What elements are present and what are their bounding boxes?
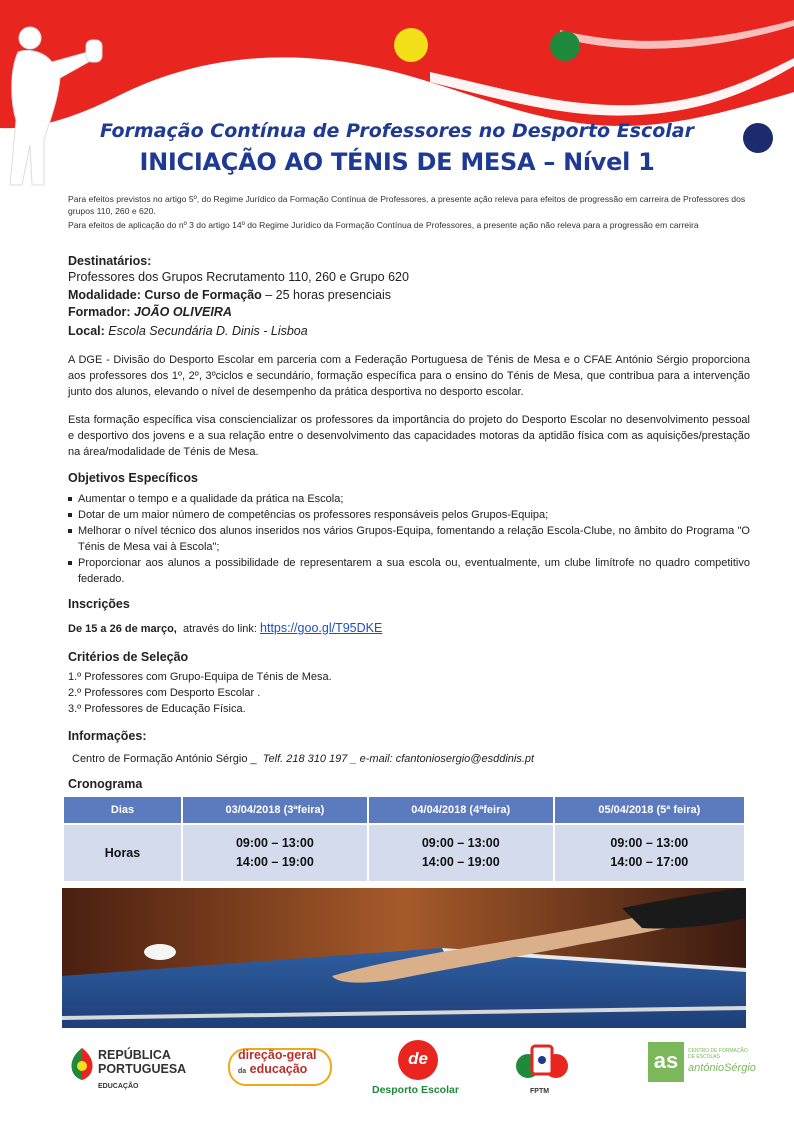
list-item: Aumentar o tempo e a qualidade da prática na Escola; — [68, 491, 750, 507]
local-line — [68, 324, 308, 338]
modalidade-value: – 25 horas presenciais — [261, 288, 392, 302]
list-item: 3.º Professores de Educação Física. — [68, 703, 246, 715]
fptm-emblem-icon — [516, 1040, 568, 1084]
list-item: Proporcionar aos alunos a possibilidade de representarem a sua escola ou, eventualmente, um clube limítrofe no quadro competitivo federado. — [68, 555, 750, 587]
republica-line3: EDUCAÇÃO — [98, 1083, 139, 1090]
cronograma-title: Cronograma — [68, 777, 143, 791]
modalidade-label: Modalidade: Curso de Formação — [68, 288, 262, 302]
objetivos-list — [68, 491, 750, 587]
legal-note-2: Para efeitos de aplicação do nº 3 do artigo 14º do Regime Jurídico da Formação Contínua de Professores, a presente ação não releva para a progressão em carreira — [68, 220, 699, 230]
registration-link[interactable]: https://goo.gl/T95DKE — [260, 621, 383, 635]
modalidade-line — [68, 288, 391, 302]
contact-info: Telf. 218 310 197 _ e-mail: cfantoniosergio@esddinis.pt — [262, 753, 535, 765]
inscricoes-via: através do link: — [182, 623, 257, 635]
as-small-text: CENTRO DE FORMAÇÃO DE ESCOLAS — [688, 1048, 748, 1060]
inscricoes-line — [68, 621, 382, 635]
inscricoes-title: Inscrições — [68, 597, 130, 611]
inscricoes-dates: De 15 a 26 de março, — [68, 623, 177, 635]
informacoes-line — [72, 753, 534, 765]
table-tennis-photo — [62, 888, 746, 1028]
destinatarios-label: Destinatários: — [68, 254, 152, 268]
republica-line2: PORTUGUESA — [98, 1062, 187, 1076]
schedule-table — [62, 795, 746, 883]
as-mark: as — [648, 1042, 684, 1082]
fptm-text: FPTM — [530, 1088, 550, 1095]
criterios-title: Critérios de Seleção — [68, 650, 189, 664]
list-item: 2.º Professores com Desporto Escolar . — [68, 687, 261, 699]
republica-emblem-icon — [68, 1046, 96, 1082]
centro-name: Centro de Formação António Sérgio _ — [72, 753, 257, 765]
criterios-list — [68, 669, 332, 717]
desporto-escolar-text: Desporto Escolar — [372, 1084, 459, 1096]
list-item: 1.º Professores com Grupo-Equipa de Ténis de Mesa. — [68, 671, 332, 683]
dge-line3: educação — [249, 1062, 308, 1076]
intro-paragraph: A DGE - Divisão do Desporto Escolar em parceria com a Federação Portuguesa de Ténis de Mesa e o CFAE António Sérgio proporciona aos professores dos 1º, 2º, 3ºciclos e secundário, formação específica para o ensino do Ténis de Mesa, que contribua para a intervenção junto dos alunos, elevando o nível de desempenho da prática desportiva no desporto escolar. — [68, 354, 750, 398]
horas-label: Horas — [63, 824, 182, 882]
green-ball-icon — [550, 31, 580, 61]
as-name-text: antónioSérgio — [688, 1062, 756, 1074]
day-hours: 09:00 – 13:00 14:00 – 19:00 — [368, 824, 554, 882]
page-title: INICIAÇÃO AO TÉNIS DE MESA – Nível 1 — [139, 148, 655, 176]
list-item: Dotar de um maior número de competências os professores responsáveis pelos Grupos-Equipa; — [68, 507, 750, 523]
local-label: Local: — [68, 324, 109, 338]
republica-line1: REPÚBLICA — [98, 1048, 171, 1062]
formador-line — [68, 305, 232, 319]
table-row — [63, 824, 745, 882]
dias-header: Dias — [63, 796, 182, 824]
destinatarios-value: Professores dos Grupos Recrutamento 110, 260 e Grupo 620 — [68, 270, 409, 284]
list-item: Melhorar o nível técnico dos alunos inseridos nos vários Grupos-Equipa, fomentando a relação Escola-Clube, no âmbito do Programa "O Ténis de Mesa vai à Escola"; — [68, 523, 750, 555]
formador-value: JOÃO OLIVEIRA — [133, 305, 232, 319]
day-header: 05/04/2018 (5ª feira) — [554, 796, 745, 824]
purpose-paragraph: Esta formação específica visa consciencializar os professores da importância do projeto do Desporto Escolar no desenvolvimento pessoal e desportivo dos jovens e a sua relação entre o desenvolvimento das capacidades motoras da aptidão física com as aquisições/prestação na área/modalidade de Ténis de Mesa. — [68, 414, 750, 458]
legal-note-1: Para efeitos previstos no artigo 5º, do Regime Jurídico da Formação Contínua de Professores, a presente ação releva para efeitos de progressão em carreira de Professores dos grupos 110, 260 e 620. — [68, 194, 746, 216]
objetivos-title: Objetivos Específicos — [68, 471, 198, 485]
formador-label: Formador: — [68, 305, 134, 319]
de-mark: de — [398, 1040, 438, 1080]
day-header: 03/04/2018 (3ªfeira) — [182, 796, 368, 824]
day-hours: 09:00 – 13:00 14:00 – 17:00 — [554, 824, 745, 882]
fptm-logo — [516, 1040, 568, 1095]
dge-line1: direção-geral — [238, 1048, 317, 1062]
table-header-row — [63, 796, 745, 824]
subtitle: Formação Contínua de Professores no Desporto Escolar — [99, 120, 695, 142]
day-header: 04/04/2018 (4ªfeira) — [368, 796, 554, 824]
day-hours: 09:00 – 13:00 14:00 – 19:00 — [182, 824, 368, 882]
local-value: Escola Secundária D. Dinis - Lisboa — [108, 324, 308, 338]
yellow-ball-icon — [394, 28, 428, 62]
informacoes-title: Informações: — [68, 729, 147, 743]
dge-line2: da — [238, 1068, 247, 1075]
